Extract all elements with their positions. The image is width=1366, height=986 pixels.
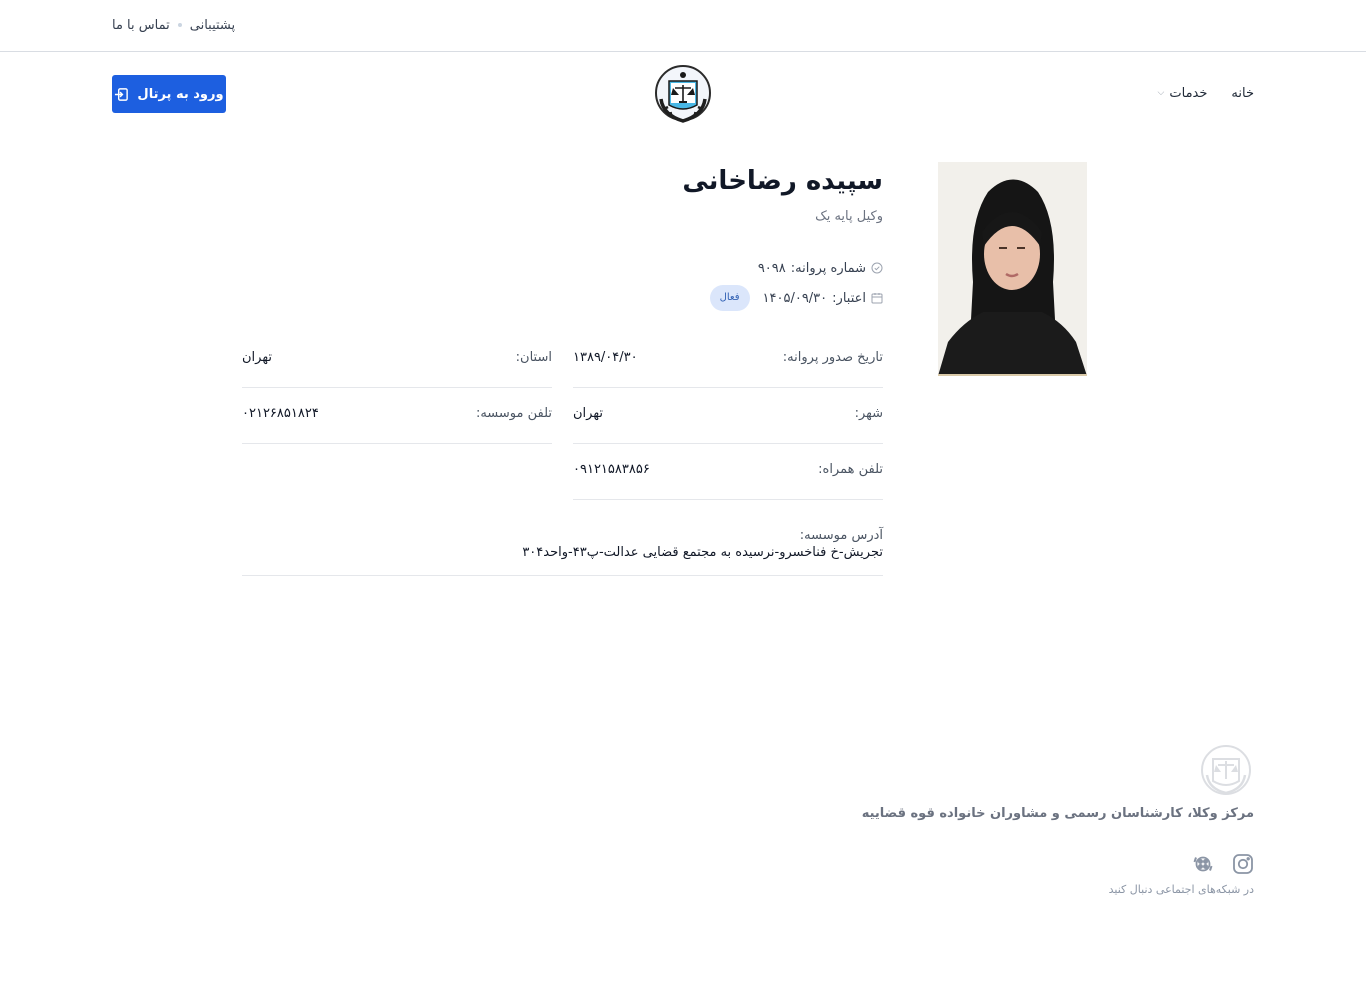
separator-dot: [178, 23, 182, 27]
main-nav: [1158, 82, 1254, 104]
portal-button-label: ورود به پرتال: [137, 86, 224, 102]
support-link[interactable]: پشتیبانی: [189, 17, 236, 33]
social-links: [1192, 853, 1254, 875]
license-row: [758, 257, 883, 279]
status-badge: فعال: [710, 285, 750, 311]
province-value: تهران: [242, 350, 272, 365]
contact-link[interactable]: تماس با ما: [112, 17, 170, 33]
address-value: تجریش-خ فناخسرو-نرسیده به مجتمع قضایی عدالت-پ۴۳-واحد۳۰۴: [522, 545, 883, 560]
footer-emblem: [1199, 743, 1253, 797]
mobile-field: [573, 454, 883, 500]
issue-date-field: [573, 342, 883, 388]
nav-home-label: خانه: [1231, 85, 1254, 101]
judiciary-emblem[interactable]: [653, 63, 713, 125]
institute-phone-label: تلفن موسسه:: [475, 406, 552, 421]
aparat-icon[interactable]: [1192, 853, 1214, 875]
license-label: شماره پروانه:: [790, 260, 866, 276]
chevron-down-icon: ⌵: [1157, 88, 1165, 98]
validity-row: [710, 287, 883, 309]
calendar-icon: [871, 292, 883, 304]
city-value: تهران: [573, 406, 603, 421]
footer-title: مرکز وکلا، کارشناسان رسمی و مشاوران خانواده قوه قضاییه: [861, 806, 1254, 821]
validity-label: اعتبار:: [832, 290, 866, 306]
lawyer-rank: وکیل پایه یک: [815, 209, 883, 224]
nav-home[interactable]: [1231, 86, 1254, 101]
instagram-icon[interactable]: [1232, 853, 1254, 875]
check-circle-icon: [871, 262, 883, 274]
portal-login-button[interactable]: [112, 75, 226, 113]
lawyer-name: سپیده رضاخانی: [682, 166, 883, 196]
top-links: [112, 14, 235, 36]
province-label: استان:: [515, 350, 552, 365]
follow-text: در شبکه‌های اجتماعی دنبال کنید: [1108, 883, 1254, 896]
portrait-image: [938, 162, 1087, 376]
issue-date-label: تاریخ صدور پروانه:: [782, 350, 883, 365]
mobile-value: ۰۹۱۲۱۵۸۳۸۵۶: [573, 462, 650, 477]
province-field: [242, 342, 552, 388]
institute-phone-field: [242, 398, 552, 444]
city-field: [573, 398, 883, 444]
mobile-label: تلفن همراه:: [818, 462, 883, 477]
license-value: ۹۰۹۸: [757, 260, 786, 276]
issue-date-value: ۱۳۸۹/۰۴/۳۰: [573, 350, 638, 365]
lawyer-photo: [938, 162, 1087, 376]
city-label: شهر:: [854, 406, 883, 421]
validity-value: ۱۴۰۵/۰۹/۳۰: [762, 290, 828, 306]
address-field: [242, 528, 883, 576]
address-label: آدرس موسسه:: [799, 528, 883, 543]
institute-phone-value: ۰۲۱۲۶۸۵۱۸۲۴: [242, 406, 319, 421]
nav-services[interactable]: [1158, 86, 1208, 101]
nav-services-label: خدمات: [1169, 85, 1208, 101]
login-icon: [114, 87, 129, 102]
